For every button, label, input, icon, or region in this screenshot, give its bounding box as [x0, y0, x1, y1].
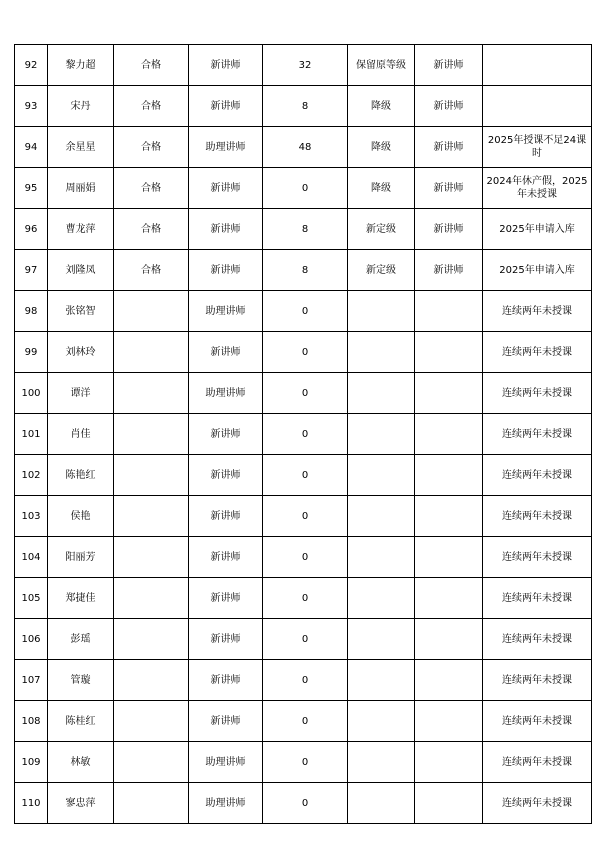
cell-name: 陈艳红: [48, 455, 114, 496]
cell-hours: 0: [263, 168, 348, 209]
cell-remark: 连续两年未授课: [483, 783, 592, 824]
cell-name: 肖佳: [48, 414, 114, 455]
cell-name: 余星星: [48, 127, 114, 168]
cell-new-level: 新讲师: [415, 168, 483, 209]
cell-new-level: [415, 701, 483, 742]
cell-new-level: 新讲师: [415, 86, 483, 127]
cell-new-level: [415, 619, 483, 660]
cell-result: 合格: [114, 86, 189, 127]
cell-current-level: 新讲师: [189, 496, 263, 537]
cell-current-level: 助理讲师: [189, 127, 263, 168]
table-row: [15, 86, 592, 127]
cell-result: [114, 291, 189, 332]
cell-current-level: 助理讲师: [189, 783, 263, 824]
cell-result: 合格: [114, 127, 189, 168]
cell-index: 110: [15, 783, 48, 824]
cell-current-level: 新讲师: [189, 619, 263, 660]
table-row: [15, 619, 592, 660]
cell-index: 98: [15, 291, 48, 332]
cell-remark: 连续两年未授课: [483, 414, 592, 455]
table-row: [15, 373, 592, 414]
cell-adjustment: 降级: [348, 127, 415, 168]
cell-name: 林敏: [48, 742, 114, 783]
cell-index: 93: [15, 86, 48, 127]
cell-name: 侯艳: [48, 496, 114, 537]
table-row: [15, 291, 592, 332]
cell-new-level: [415, 537, 483, 578]
cell-current-level: 新讲师: [189, 168, 263, 209]
cell-index: 92: [15, 45, 48, 86]
table-row: [15, 209, 592, 250]
cell-result: [114, 578, 189, 619]
cell-new-level: [415, 414, 483, 455]
cell-index: 108: [15, 701, 48, 742]
cell-name: 宋丹: [48, 86, 114, 127]
cell-index: 109: [15, 742, 48, 783]
cell-name: 刘林玲: [48, 332, 114, 373]
table-row: [15, 250, 592, 291]
cell-index: 97: [15, 250, 48, 291]
cell-name: 彭瑶: [48, 619, 114, 660]
cell-remark: 连续两年未授课: [483, 701, 592, 742]
cell-current-level: 助理讲师: [189, 373, 263, 414]
cell-index: 96: [15, 209, 48, 250]
cell-remark: 2024年休产假，2025年未授课: [483, 168, 592, 209]
cell-new-level: [415, 578, 483, 619]
cell-new-level: 新讲师: [415, 45, 483, 86]
cell-name: 阳丽芳: [48, 537, 114, 578]
cell-new-level: [415, 332, 483, 373]
cell-adjustment: 新定级: [348, 209, 415, 250]
cell-remark: 连续两年未授课: [483, 578, 592, 619]
table-row: [15, 537, 592, 578]
cell-remark: 连续两年未授课: [483, 660, 592, 701]
cell-remark: 2025年申请入库: [483, 209, 592, 250]
table-row: [15, 496, 592, 537]
cell-hours: 0: [263, 660, 348, 701]
cell-current-level: 助理讲师: [189, 742, 263, 783]
cell-name: 寥忠萍: [48, 783, 114, 824]
cell-remark: 连续两年未授课: [483, 742, 592, 783]
cell-current-level: 新讲师: [189, 86, 263, 127]
cell-hours: 8: [263, 250, 348, 291]
cell-hours: 32: [263, 45, 348, 86]
cell-adjustment: [348, 291, 415, 332]
cell-index: 103: [15, 496, 48, 537]
cell-adjustment: [348, 496, 415, 537]
cell-new-level: 新讲师: [415, 209, 483, 250]
cell-name: 黎力超: [48, 45, 114, 86]
cell-current-level: 新讲师: [189, 578, 263, 619]
cell-hours: 0: [263, 373, 348, 414]
table-row: [15, 45, 592, 86]
cell-result: 合格: [114, 168, 189, 209]
cell-hours: 0: [263, 701, 348, 742]
cell-new-level: [415, 660, 483, 701]
cell-hours: 0: [263, 783, 348, 824]
cell-index: 105: [15, 578, 48, 619]
cell-index: 94: [15, 127, 48, 168]
cell-adjustment: 新定级: [348, 250, 415, 291]
cell-new-level: [415, 783, 483, 824]
cell-name: 郑捷佳: [48, 578, 114, 619]
cell-remark: 连续两年未授课: [483, 455, 592, 496]
table-row: [15, 742, 592, 783]
cell-index: 99: [15, 332, 48, 373]
cell-adjustment: [348, 660, 415, 701]
cell-result: [114, 455, 189, 496]
table-row: [15, 127, 592, 168]
cell-remark: 连续两年未授课: [483, 332, 592, 373]
cell-current-level: 新讲师: [189, 660, 263, 701]
cell-hours: 0: [263, 332, 348, 373]
cell-result: [114, 332, 189, 373]
cell-result: 合格: [114, 209, 189, 250]
cell-result: [114, 537, 189, 578]
cell-new-level: [415, 742, 483, 783]
cell-index: 100: [15, 373, 48, 414]
cell-name: 谭洋: [48, 373, 114, 414]
cell-adjustment: [348, 373, 415, 414]
table-row: [15, 332, 592, 373]
cell-result: 合格: [114, 45, 189, 86]
cell-new-level: [415, 496, 483, 537]
cell-result: 合格: [114, 250, 189, 291]
cell-index: 107: [15, 660, 48, 701]
cell-adjustment: 降级: [348, 168, 415, 209]
cell-adjustment: 降级: [348, 86, 415, 127]
cell-new-level: [415, 455, 483, 496]
cell-current-level: 新讲师: [189, 701, 263, 742]
cell-new-level: 新讲师: [415, 127, 483, 168]
cell-result: [114, 496, 189, 537]
table-row: [15, 455, 592, 496]
cell-new-level: [415, 373, 483, 414]
table-body: [15, 45, 592, 824]
cell-remark: 2025年授课不足24课时: [483, 127, 592, 168]
table-row: [15, 701, 592, 742]
cell-remark: 连续两年未授课: [483, 496, 592, 537]
cell-new-level: [415, 291, 483, 332]
cell-hours: 0: [263, 619, 348, 660]
cell-remark: 连续两年未授课: [483, 537, 592, 578]
cell-new-level: 新讲师: [415, 250, 483, 291]
cell-index: 104: [15, 537, 48, 578]
cell-hours: 48: [263, 127, 348, 168]
cell-adjustment: [348, 742, 415, 783]
cell-current-level: 新讲师: [189, 455, 263, 496]
cell-hours: 8: [263, 209, 348, 250]
cell-result: [114, 742, 189, 783]
cell-remark: 连续两年未授课: [483, 619, 592, 660]
cell-adjustment: [348, 619, 415, 660]
cell-hours: 0: [263, 291, 348, 332]
cell-current-level: 新讲师: [189, 209, 263, 250]
cell-hours: 0: [263, 455, 348, 496]
cell-current-level: 助理讲师: [189, 291, 263, 332]
cell-adjustment: [348, 701, 415, 742]
cell-name: 曹龙萍: [48, 209, 114, 250]
cell-current-level: 新讲师: [189, 414, 263, 455]
cell-remark: 连续两年未授课: [483, 291, 592, 332]
cell-result: [114, 660, 189, 701]
cell-result: [114, 701, 189, 742]
cell-index: 102: [15, 455, 48, 496]
cell-current-level: 新讲师: [189, 45, 263, 86]
cell-current-level: 新讲师: [189, 250, 263, 291]
cell-adjustment: 保留原等级: [348, 45, 415, 86]
cell-hours: 0: [263, 742, 348, 783]
cell-name: 陈桂红: [48, 701, 114, 742]
cell-index: 106: [15, 619, 48, 660]
table-row: [15, 168, 592, 209]
table-row: [15, 660, 592, 701]
cell-adjustment: [348, 332, 415, 373]
lecturer-table: [14, 44, 592, 824]
cell-current-level: 新讲师: [189, 332, 263, 373]
cell-result: [114, 619, 189, 660]
cell-adjustment: [348, 578, 415, 619]
cell-remark: [483, 86, 592, 127]
cell-remark: 2025年申请入库: [483, 250, 592, 291]
cell-hours: 0: [263, 537, 348, 578]
cell-hours: 0: [263, 578, 348, 619]
cell-adjustment: [348, 783, 415, 824]
table-row: [15, 783, 592, 824]
cell-index: 95: [15, 168, 48, 209]
cell-remark: 连续两年未授课: [483, 373, 592, 414]
cell-result: [114, 783, 189, 824]
cell-hours: 0: [263, 496, 348, 537]
cell-name: 周丽娟: [48, 168, 114, 209]
cell-name: 管璇: [48, 660, 114, 701]
cell-name: 张铭智: [48, 291, 114, 332]
cell-hours: 0: [263, 414, 348, 455]
table-row: [15, 578, 592, 619]
table-row: [15, 414, 592, 455]
cell-result: [114, 373, 189, 414]
cell-name: 刘隆凤: [48, 250, 114, 291]
cell-current-level: 新讲师: [189, 537, 263, 578]
cell-index: 101: [15, 414, 48, 455]
cell-result: [114, 414, 189, 455]
cell-adjustment: [348, 455, 415, 496]
cell-adjustment: [348, 537, 415, 578]
cell-remark: [483, 45, 592, 86]
cell-hours: 8: [263, 86, 348, 127]
cell-adjustment: [348, 414, 415, 455]
